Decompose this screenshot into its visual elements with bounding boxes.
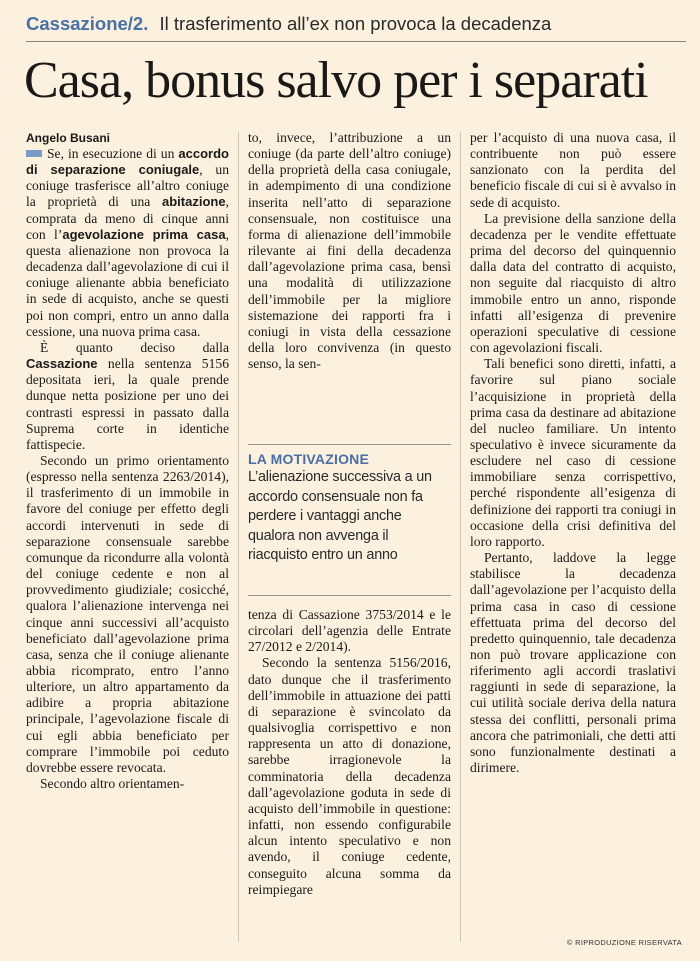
- paragraph: Secondo un primo orientamento (espresso nella sentenza 2263/2014), il trasferimento di un immobile in favore del coniuge per effetto degli accordi intervenuti in sede di separazione consensuale sarebbe comunque da ricondurre alla volontà del coniuge cedente e non al provvedimento giudiziale; cosicché, qualora l’alienazione intervenga nei cinque anni successivi all’acquisto beneficiato dall’agevolazione prima casa, senza che il coniuge alienante abbia ricomprato, entro l’anno ulteriore, un altro appartamento da adibire a propria abitazione principale, l’agevolazione fiscale di cui egli abbia beneficiato per comprare l’immobile poi ceduto dovrebbe essere revocata.: [26, 452, 229, 775]
- copyright: © RIPRODUZIONE RISERVATA: [566, 938, 682, 947]
- paragraph: tenza di Cassazione 3753/2014 e le circolari dell’agenzia delle Entrate 27/2012 e 2/2014).: [248, 607, 451, 655]
- paragraph: Se, in esecuzione di un accordo di separazione coniugale, un coniuge trasferisce all’altro coniuge la proprietà di una abitazione, comprata da meno di cinque anni con l’agevolazione prima casa, questa alienazione non provoca la decadenza dall’agevolazione di cui il coniuge alienante abbia beneficiato in sede di acquisto, anche se questi poi non compri, entro un anno dalla cessione, una nuova prima casa.: [26, 146, 229, 339]
- boxout: [248, 444, 451, 591]
- article-column-2: [248, 130, 451, 372]
- paragraph: to, invece, l’attribuzione a un coniuge (da parte dell’altro coniuge) della proprietà della casa coniugale, in adempimento di una condizione inserita nell’atto di separazione consensuale, non costituisce una forma di alienazione dell’immobile rilevante ai fini della decadenza dall’agevolazione prima casa, bensì una modalità di utilizzazione dell’immobile per la migliore sistemazione dei rapporti fra i coniugi in vista della cessazione della loro convivenza (in questo senso, la sen-: [248, 130, 451, 372]
- lead-marker-icon: [26, 150, 42, 157]
- article-column-3: [470, 130, 676, 776]
- column-divider: [238, 132, 239, 942]
- headline: Casa, bonus salvo per i separati: [24, 52, 648, 109]
- paragraph: Tali benefici sono diretti, infatti, a favorire sul piano sociale l’acquisizione in proprietà della prima casa da destinare ad abitazione del nucleo familiare. Un intento speculativo è invece sicuramente da escludere nel caso di cessione immobiliare senza corrispettivo, perché rispondente all’esigenza di definizione dei rapporti tra coniugi in occasione della crisi definitiva del loro rapporto.: [470, 356, 676, 549]
- article-column-1: [26, 130, 229, 792]
- section-label: Cassazione/2.: [26, 13, 149, 34]
- paragraph: È quanto deciso dalla Cassazione nella sentenza 5156 depositata ieri, la quale prende dunque netta posizione per uno dei contrasti espressi in passato dalla Suprema corte in identiche fattispecie.: [26, 339, 229, 452]
- column-divider: [460, 132, 461, 942]
- boxout-label: LA MOTIVAZIONE: [248, 451, 370, 467]
- paragraph: Pertanto, laddove la legge stabilisce la decadenza dall’agevolazione per l’acquisto della prima casa in caso di cessione effettuata prima del decorso del predetto quinquennio, tale decadenza non può trovare applicazione con riferimento agli accordi traslativi raggiunti in sede di separazione, la cui utilità sociale deriva della natura stessa dei conflitti, personali prima ancora che patrimoniali, che detti atti sono funzionalmente destinati a dirimere.: [470, 550, 676, 776]
- kicker: [26, 13, 686, 35]
- boxout-rule: [248, 595, 451, 596]
- kicker-subtitle: Il trasferimento all’ex non provoca la decadenza: [159, 13, 552, 34]
- paragraph: La previsione della sanzione della decadenza per le vendite effettuate prima del decorso del quinquennio dalla data del contratto di acquisto, non seguite dal riacquisto di altro immobile entro un anno, risponde infatti all’esigenza di prevenire operazioni speculative di cessione con agevolazioni fiscali.: [470, 210, 676, 356]
- top-rule: [26, 41, 686, 42]
- article-column-2-continued: [248, 607, 451, 898]
- boxout-text: L’alienazione successiva a un accordo consensuale non fa perdere i vantaggi anche qualora non avvenga il riacquisto entro un anno: [248, 469, 432, 563]
- paragraph: per l’acquisto di una nuova casa, il contribuente non può essere sanzionato con la perdita del beneficio fiscale di cui si è avvalso in sede di acquisto.: [470, 130, 676, 210]
- paragraph: Secondo altro orientamen-: [40, 776, 185, 792]
- paragraph: Secondo la sentenza 5156/2016, dato dunque che il trasferimento dell’immobile in attuazione dei patti di separazione è svincolato da qualsivoglia corrispettivo e non rappresenta un atto di donazione, sarebbe irragionevole la comminatoria della decadenza dall’agevolazione goduta in sede di acquisto dell’immobile in questione: infatti, non essendo configurabile alcun intento speculativo e non avendo, il coniuge cedente, conseguito alcuna somma da reimpiegare: [248, 655, 451, 897]
- byline: Angelo Busani: [26, 131, 111, 145]
